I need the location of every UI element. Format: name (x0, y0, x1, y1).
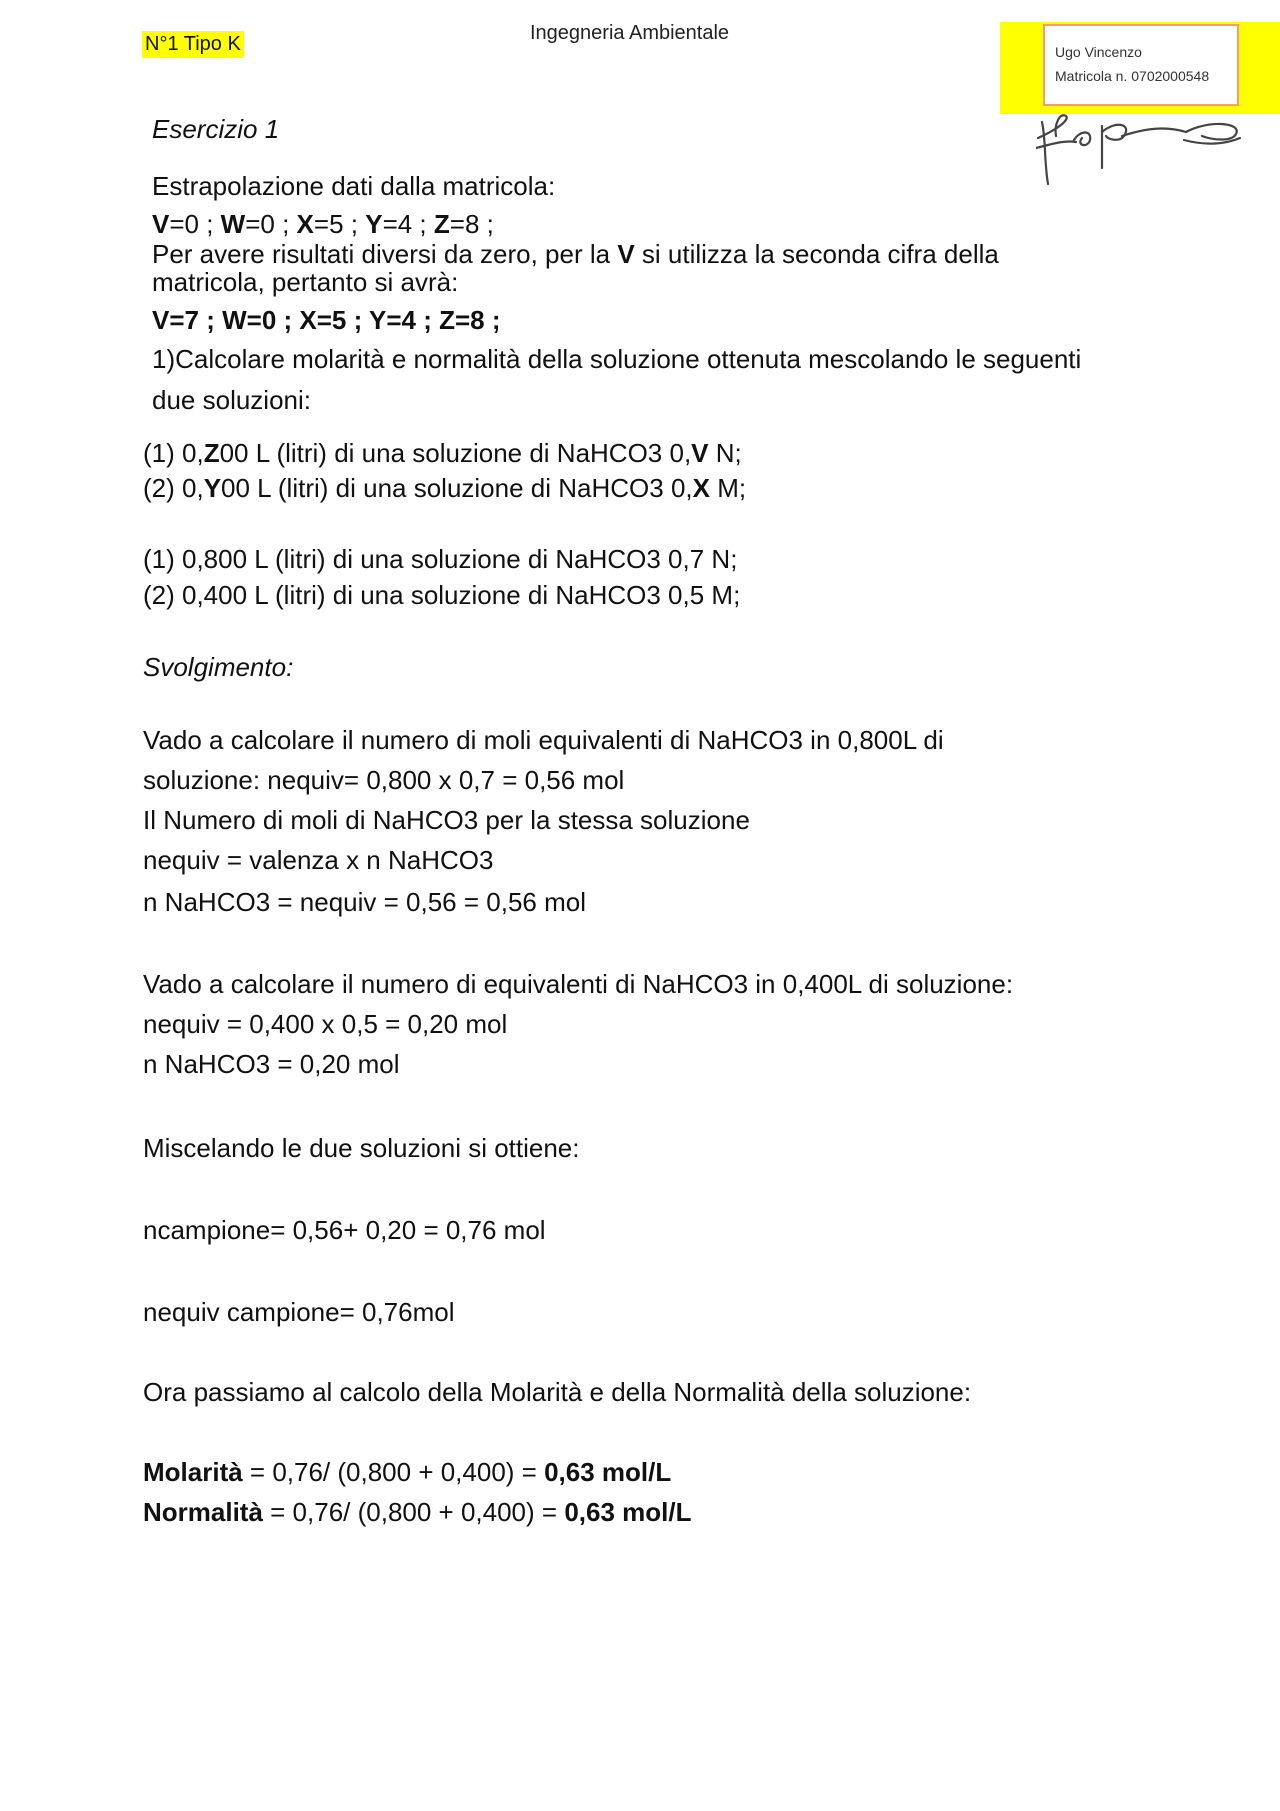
solution-line: ncampione= 0,56+ 0,20 = 0,76 mol (143, 1215, 546, 1245)
solution-line: n NaHCO3 = nequiv = 0,56 = 0,56 mol (143, 887, 586, 917)
solution-heading: Svolgimento: (143, 652, 294, 682)
exercise-title: Esercizio 1 (152, 114, 280, 144)
given-solution-2: (2) 0,400 L (litri) di una soluzione di NaHCO3 0,5 M; (143, 580, 741, 610)
student-id-box (1043, 24, 1239, 106)
signature-image (1036, 110, 1246, 192)
note-line-2: matricola, pertanto si avrà: (152, 267, 459, 297)
question-line-2: due soluzioni: (152, 385, 311, 415)
solution-line: Il Numero di moli di NaHCO3 per la stessa soluzione (143, 805, 750, 835)
final-variables: V=7 ; W=0 ; X=5 ; Y=4 ; Z=8 ; (152, 305, 501, 335)
solution-line: Vado a calcolare il numero di moli equivalenti di NaHCO3 in 0,800L di (143, 725, 944, 755)
normality-result-line: Normalità = 0,76/ (0,800 + 0,400) = 0,63 mol/L (143, 1497, 692, 1527)
solution-line: Miscelando le due soluzioni si ottiene: (143, 1133, 580, 1163)
solution-line: soluzione: nequiv= 0,800 x 0,7 = 0,56 mol (143, 765, 625, 795)
solution-line: nequiv = 0,400 x 0,5 = 0,20 mol (143, 1009, 508, 1039)
solution-line: n NaHCO3 = 0,20 mol (143, 1049, 400, 1079)
template-solution-2: (2) 0,Y00 L (litri) di una soluzione di NaHCO3 0,X M; (143, 473, 747, 503)
note-line-1: Per avere risultati diversi da zero, per la V si utilizza la seconda cifra della (152, 239, 999, 269)
given-solution-1: (1) 0,800 L (litri) di una soluzione di NaHCO3 0,7 N; (143, 544, 738, 574)
solution-line: nequiv = valenza x n NaHCO3 (143, 845, 494, 875)
question-line-1: 1)Calcolare molarità e normalità della soluzione ottenuta mescolando le seguenti (152, 344, 1082, 374)
student-id-block (1000, 22, 1280, 114)
course-title: Ingegneria Ambientale (530, 22, 730, 44)
solution-line: Vado a calcolare il numero di equivalenti di NaHCO3 in 0,400L di soluzione: (143, 969, 1014, 999)
solution-line: nequiv campione= 0,76mol (143, 1297, 455, 1327)
molarity-result-line: Molarità = 0,76/ (0,800 + 0,400) = 0,63 mol/L (143, 1457, 672, 1487)
document-tag: N°1 Tipo K (142, 31, 244, 58)
student-name: Ugo Vincenzo (1055, 44, 1142, 60)
student-id-number: Matricola n. 0702000548 (1055, 68, 1210, 84)
exercise-intro: Estrapolazione dati dalla matricola: (152, 171, 556, 201)
initial-variables: V=0 ; W=0 ; X=5 ; Y=4 ; Z=8 ; (152, 209, 494, 239)
template-solution-1: (1) 0,Z00 L (litri) di una soluzione di NaHCO3 0,V N; (143, 438, 742, 468)
solution-line: Ora passiamo al calcolo della Molarità e della Normalità della soluzione: (143, 1377, 972, 1407)
